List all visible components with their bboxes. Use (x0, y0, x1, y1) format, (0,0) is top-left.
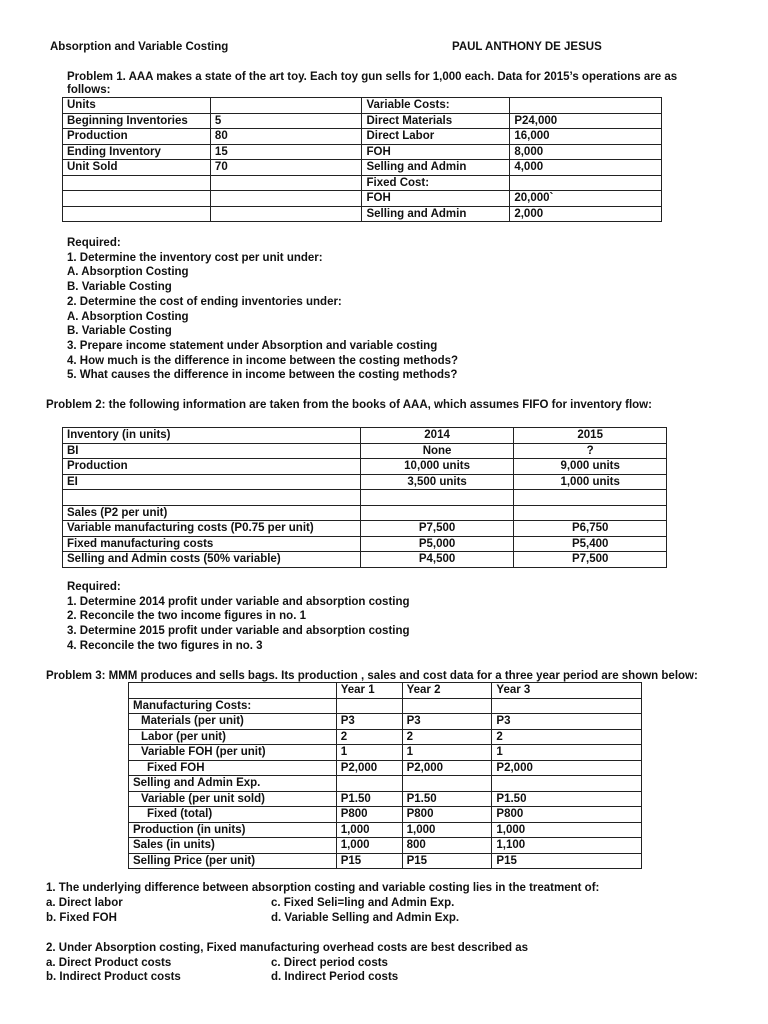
problem3-table-row (129, 776, 642, 792)
problem2-required-line: 2. Reconcile the two income figures in no. 1 (67, 610, 306, 623)
problem1-table-row (63, 160, 662, 176)
problem3-table-row (129, 760, 642, 776)
problem3-table-cell: 2 (492, 729, 642, 745)
problem1-table-cell: Direct Labor (362, 129, 510, 145)
problem3-table-row (129, 822, 642, 838)
problem3-table-cell (492, 698, 642, 714)
problem3-table-row (129, 838, 642, 854)
problem1-table-cell: Selling and Admin (362, 206, 510, 222)
problem3-table-cell: Year 2 (402, 683, 492, 699)
problem1-table-cell (210, 191, 362, 207)
problem2-required-line: 1. Determine 2014 profit under variable and absorption costing (67, 595, 410, 608)
problem1-required-line: A. Absorption Costing (67, 310, 189, 323)
problem1-table-cell: Units (63, 98, 211, 114)
problem3-table-cell (129, 683, 337, 699)
problem1-required-line: 4. How much is the difference in income between the costing methods? (67, 354, 459, 367)
problem3-table-cell: 1,000 (336, 838, 402, 854)
problem1-table-cell: 80 (210, 129, 362, 145)
problem2-table-cell: P5,400 (514, 536, 667, 552)
problem1-required-line: 3. Prepare income statement under Absorption and variable costing (67, 339, 438, 352)
problem3-table-cell (402, 776, 492, 792)
problem3-table-cell (336, 698, 402, 714)
problem2-table-row (63, 474, 667, 490)
problem1-table-cell (63, 175, 211, 191)
problem2-table-row (63, 459, 667, 475)
problem3-table-cell: Production (in units) (129, 822, 337, 838)
problem1-required-line: 2. Determine the cost of ending inventories under: (67, 295, 342, 308)
problem3-table-cell: P800 (492, 807, 642, 823)
problem3-table-cell: Manufacturing Costs: (129, 698, 337, 714)
problem1-table-cell: 8,000 (510, 144, 662, 160)
problem1-required-line: B. Variable Costing (67, 281, 172, 294)
problem3-table-cell: P1.50 (402, 791, 492, 807)
problem1-table-row (63, 98, 662, 114)
problem2-table-cell: 2014 (360, 428, 514, 444)
problem1-table-row (63, 191, 662, 207)
problem2-table-cell: 1,000 units (514, 474, 667, 490)
problem3-table-cell: 1 (402, 745, 492, 761)
problem1-table-cell: 16,000 (510, 129, 662, 145)
problem3-table-cell: Selling and Admin Exp. (129, 776, 337, 792)
problem2-table-cell: Selling and Admin costs (50% variable) (63, 552, 361, 568)
problem3-table-cell: Fixed (total) (129, 807, 337, 823)
problem2-table-cell (514, 490, 667, 506)
problem1-required-line: Required: (67, 237, 121, 249)
problem1-required-line: 1. Determine the inventory cost per unit under: (67, 251, 323, 264)
problem2-table-cell: Variable manufacturing costs (P0.75 per unit) (63, 521, 361, 537)
question2-choice-c: c. Direct period costs (271, 957, 388, 969)
problem3-table-cell: P1.50 (492, 791, 642, 807)
problem3-table-cell: P800 (336, 807, 402, 823)
problem2-table-row (63, 505, 667, 521)
problem3-table-cell: P2,000 (492, 760, 642, 776)
problem2-table-cell: 10,000 units (360, 459, 514, 475)
problem3-table-cell: Year 1 (336, 683, 402, 699)
problem3-table-cell: P3 (402, 714, 492, 730)
problem2-table-row (63, 428, 667, 444)
problem3-table (128, 682, 642, 869)
problem1-table-row (63, 206, 662, 222)
problem2-required (67, 580, 410, 654)
problem1-table-cell: FOH (362, 191, 510, 207)
problem3-table-cell: Selling Price (per unit) (129, 853, 337, 869)
problem1-table-cell: 15 (210, 144, 362, 160)
problem2-table-cell (360, 505, 514, 521)
problem3-table-cell: Fixed FOH (129, 760, 337, 776)
problem2-required-line: 4. Reconcile the two figures in no. 3 (67, 639, 263, 652)
problem1-table-cell: 2,000 (510, 206, 662, 222)
problem1-table-cell: Direct Materials (362, 113, 510, 129)
problem3-table-cell: 2 (402, 729, 492, 745)
problem2-table-row (63, 536, 667, 552)
problem1-required-line: A. Absorption Costing (67, 266, 189, 279)
problem1-table-cell: Selling and Admin (362, 160, 510, 176)
problem3-table-cell (492, 776, 642, 792)
author-name: PAUL ANTHONY DE JESUS (452, 41, 602, 53)
problem3-table-cell: P2,000 (402, 760, 492, 776)
problem1-table-cell: 5 (210, 113, 362, 129)
problem3-table-cell: P15 (402, 853, 492, 869)
problem2-table-cell: 2015 (514, 428, 667, 444)
problem2-intro: Problem 2: the following information are taken from the books of AAA, which assumes FIFO for inventory flow: (46, 399, 652, 411)
problem1-table-cell: FOH (362, 144, 510, 160)
problem3-table-row (129, 729, 642, 745)
problem2-table-cell: P7,500 (514, 552, 667, 568)
problem1-table-cell: Ending Inventory (63, 144, 211, 160)
problem1-table-cell: Fixed Cost: (362, 175, 510, 191)
problem1-required-line: B. Variable Costing (67, 325, 172, 338)
problem3-table-cell: P2,000 (336, 760, 402, 776)
problem3-table-cell: P3 (336, 714, 402, 730)
problem3-table-cell: P15 (336, 853, 402, 869)
problem3-table-row (129, 714, 642, 730)
problem2-table-cell: P6,750 (514, 521, 667, 537)
problem1-table-cell (210, 175, 362, 191)
problem1-table-cell (210, 98, 362, 114)
problem2-table-cell (63, 490, 361, 506)
problem3-table-cell: 2 (336, 729, 402, 745)
problem3-table-cell: P3 (492, 714, 642, 730)
problem2-table-row (63, 521, 667, 537)
question2-choice-d: d. Indirect Period costs (271, 971, 399, 983)
problem2-table-cell: None (360, 443, 514, 459)
problem3-table-cell: P1.50 (336, 791, 402, 807)
problem3-table-row (129, 807, 642, 823)
problem3-table-cell: Variable (per unit sold) (129, 791, 337, 807)
problem1-table-cell (63, 191, 211, 207)
problem1-table-cell: P24,000 (510, 113, 662, 129)
problem3-table-cell (336, 776, 402, 792)
problem1-table-row (63, 129, 662, 145)
problem1-table-cell: 20,000` (510, 191, 662, 207)
problem3-table-cell: 1 (492, 745, 642, 761)
problem2-table-row (63, 552, 667, 568)
problem1-required-line: 5. What causes the difference in income between the costing methods? (67, 369, 458, 382)
problem1-table-cell: Production (63, 129, 211, 145)
question2-text: 2. Under Absorption costing, Fixed manufacturing overhead costs are best described as (46, 942, 529, 954)
question1-choice-a: a. Direct labor (46, 897, 123, 909)
problem3-table-cell: Year 3 (492, 683, 642, 699)
problem3-table-cell: 800 (402, 838, 492, 854)
problem2-table-cell: ? (514, 443, 667, 459)
problem2-table-cell: Sales (P2 per unit) (63, 505, 361, 521)
document-title: Absorption and Variable Costing (50, 41, 229, 53)
problem2-table-cell: EI (63, 474, 361, 490)
problem1-table (62, 97, 662, 222)
question1-choice-c: c. Fixed Seli=ling and Admin Exp. (271, 897, 455, 909)
problem1-intro-line1: Problem 1. AAA makes a state of the art toy. Each toy gun sells for 1,000 each. Data for 2015’s operations are as (67, 71, 678, 83)
problem3-table-cell: P800 (402, 807, 492, 823)
problem1-table-cell (210, 206, 362, 222)
problem2-table (62, 427, 667, 568)
problem2-table-cell: 9,000 units (514, 459, 667, 475)
problem3-table-cell: Variable FOH (per unit) (129, 745, 337, 761)
problem1-table-cell: Variable Costs: (362, 98, 510, 114)
problem1-intro-line2: follows: (67, 84, 111, 96)
problem3-table-cell: Labor (per unit) (129, 729, 337, 745)
problem3-table-cell: Materials (per unit) (129, 714, 337, 730)
problem2-table-cell: Fixed manufacturing costs (63, 536, 361, 552)
problem3-table-cell: Sales (in units) (129, 838, 337, 854)
problem2-table-cell (514, 505, 667, 521)
question1-choice-b: b. Fixed FOH (46, 912, 117, 924)
problem3-intro: Problem 3: MMM produces and sells bags. Its production , sales and cost data for a three year period are shown below: (46, 670, 698, 682)
problem2-table-cell: P7,500 (360, 521, 514, 537)
problem2-table-row (63, 443, 667, 459)
problem1-table-cell (510, 98, 662, 114)
problem3-table-cell: P15 (492, 853, 642, 869)
problem2-table-cell: P5,000 (360, 536, 514, 552)
problem3-table-cell: 1,100 (492, 838, 642, 854)
problem3-table-row (129, 853, 642, 869)
problem1-table-cell: Unit Sold (63, 160, 211, 176)
problem3-table-row (129, 791, 642, 807)
problem3-table-cell: 1 (336, 745, 402, 761)
problem1-table-cell: Beginning Inventories (63, 113, 211, 129)
question1-text: 1. The underlying difference between absorption costing and variable costing lies in the treatment of: (46, 882, 600, 894)
question2-choice-b: b. Indirect Product costs (46, 971, 181, 983)
problem3-table-cell: 1,000 (336, 822, 402, 838)
problem2-table-cell: Inventory (in units) (63, 428, 361, 444)
problem3-table-cell: 1,000 (492, 822, 642, 838)
problem1-table-row (63, 144, 662, 160)
question2-choice-a: a. Direct Product costs (46, 957, 172, 969)
problem2-required-line: Required: (67, 581, 121, 593)
problem1-required (67, 236, 458, 383)
question1-choice-d: d. Variable Selling and Admin Exp. (271, 912, 460, 924)
problem2-table-cell (360, 490, 514, 506)
problem1-table-cell: 4,000 (510, 160, 662, 176)
problem3-table-row (129, 698, 642, 714)
problem2-table-cell: Production (63, 459, 361, 475)
problem3-table-row (129, 683, 642, 699)
problem2-table-cell: 3,500 units (360, 474, 514, 490)
problem1-table-cell (63, 206, 211, 222)
problem1-table-cell: 70 (210, 160, 362, 176)
problem2-required-line: 3. Determine 2015 profit under variable and absorption costing (67, 625, 410, 638)
problem3-table-cell (402, 698, 492, 714)
problem1-table-row (63, 175, 662, 191)
problem2-table-cell: P4,500 (360, 552, 514, 568)
problem2-table-row (63, 490, 667, 506)
problem3-table-cell: 1,000 (402, 822, 492, 838)
problem3-table-row (129, 745, 642, 761)
problem2-table-cell: BI (63, 443, 361, 459)
problem1-table-row (63, 113, 662, 129)
problem1-table-cell (510, 175, 662, 191)
